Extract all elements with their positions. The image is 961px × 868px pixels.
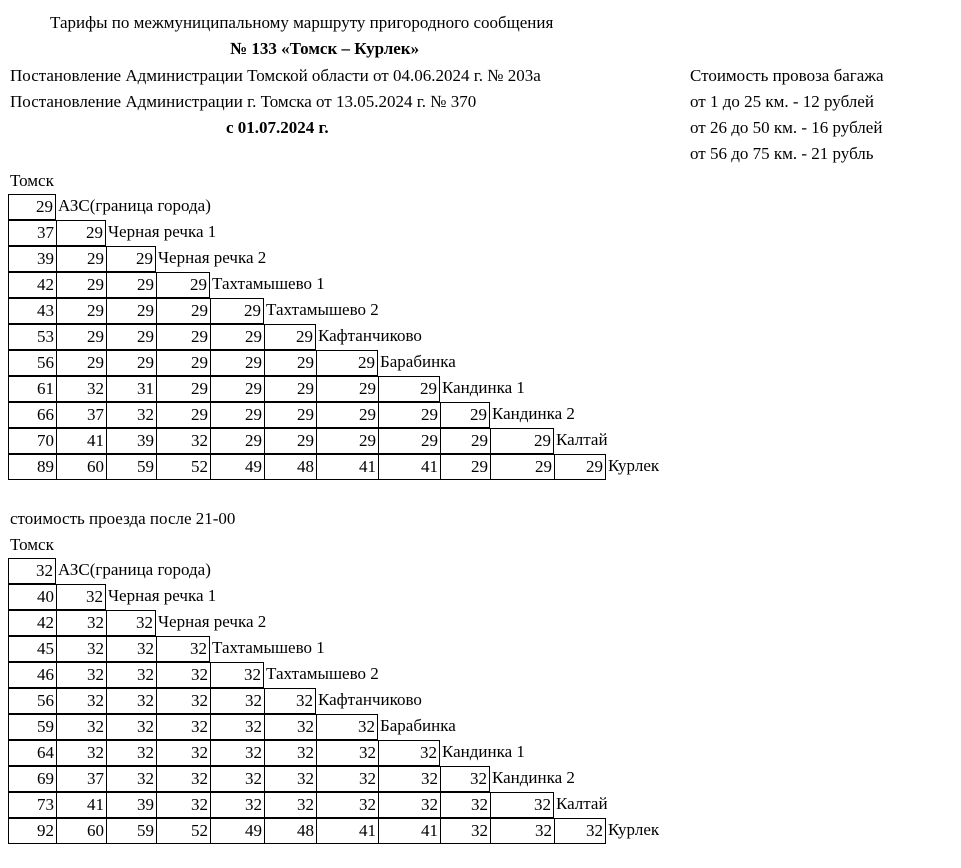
fare-cell: 29 xyxy=(106,298,156,324)
fare-cell: 29 xyxy=(56,298,106,324)
fare-cell: 41 xyxy=(316,454,378,480)
night-fare-label: стоимость проезда после 21-00 xyxy=(10,509,236,528)
effective-date: с 01.07.2024 г. xyxy=(226,118,329,137)
fare-cell: 32 xyxy=(210,766,264,792)
stop-name: Калтай xyxy=(556,794,608,813)
fare-cell: 32 xyxy=(378,740,440,766)
fare-cell: 69 xyxy=(8,766,56,792)
stop-name: Черная речка 1 xyxy=(108,222,217,241)
fare-cell: 29 xyxy=(264,428,316,454)
fare-cell: 29 xyxy=(156,402,210,428)
fare-cell: 29 xyxy=(210,402,264,428)
stop-name: Кандинка 2 xyxy=(492,404,575,423)
baggage-line: от 1 до 25 км. - 12 рублей xyxy=(690,92,874,111)
fare-cell: 49 xyxy=(210,454,264,480)
fare-cell: 32 xyxy=(264,688,316,714)
fare-cell: 32 xyxy=(156,792,210,818)
fare-cell: 60 xyxy=(56,454,106,480)
fare-cell: 29 xyxy=(264,324,316,350)
fare-cell: 32 xyxy=(156,740,210,766)
stop-name: Курлек xyxy=(608,456,660,475)
fare-cell: 29 xyxy=(156,350,210,376)
stop-name: Черная речка 2 xyxy=(158,248,267,267)
fare-cell: 32 xyxy=(156,428,210,454)
fare-cell: 73 xyxy=(8,792,56,818)
stop-name: АЗС(граница города) xyxy=(58,196,211,215)
stop-name: Кандинка 2 xyxy=(492,768,575,787)
stop-name: Тахтамышево 1 xyxy=(212,638,325,657)
stop-name: Барабинка xyxy=(380,352,456,371)
fare-cell: 32 xyxy=(106,662,156,688)
fare-cell: 32 xyxy=(440,818,490,844)
fare-cell: 42 xyxy=(8,272,56,298)
fare-cell: 32 xyxy=(490,818,554,844)
fare-cell: 39 xyxy=(8,246,56,272)
stop-name: Барабинка xyxy=(380,716,456,735)
fare-cell: 92 xyxy=(8,818,56,844)
fare-cell: 29 xyxy=(378,402,440,428)
fare-cell: 32 xyxy=(156,766,210,792)
fare-cell: 29 xyxy=(264,350,316,376)
origin-label: Томск xyxy=(10,535,54,554)
fare-cell: 31 xyxy=(106,376,156,402)
fare-cell: 32 xyxy=(106,740,156,766)
fare-cell: 32 xyxy=(264,714,316,740)
fare-cell: 32 xyxy=(106,688,156,714)
fare-cell: 56 xyxy=(8,350,56,376)
fare-cell: 61 xyxy=(8,376,56,402)
fare-cell: 29 xyxy=(440,428,490,454)
fare-cell: 32 xyxy=(264,740,316,766)
stop-name: Калтай xyxy=(556,430,608,449)
fare-cell: 32 xyxy=(378,766,440,792)
fare-cell: 29 xyxy=(8,194,56,220)
fare-cell: 32 xyxy=(56,740,106,766)
fare-cell: 32 xyxy=(210,792,264,818)
fare-cell: 52 xyxy=(156,818,210,844)
fare-cell: 56 xyxy=(8,688,56,714)
fare-cell: 29 xyxy=(210,428,264,454)
fare-cell: 32 xyxy=(156,636,210,662)
fare-cell: 32 xyxy=(210,688,264,714)
fare-cell: 29 xyxy=(316,428,378,454)
decree-1: Постановление Администрации Томской области от 04.06.2024 г. № 203а xyxy=(10,66,541,85)
fare-cell: 64 xyxy=(8,740,56,766)
fare-cell: 32 xyxy=(56,636,106,662)
fare-cell: 32 xyxy=(106,610,156,636)
fare-cell: 29 xyxy=(106,350,156,376)
stop-name: Черная речка 1 xyxy=(108,586,217,605)
fare-cell: 29 xyxy=(210,298,264,324)
fare-cell: 32 xyxy=(490,792,554,818)
fare-cell: 32 xyxy=(8,558,56,584)
fare-cell: 32 xyxy=(264,766,316,792)
fare-cell: 32 xyxy=(106,636,156,662)
title-line-2: № 133 «Томск – Курлек» xyxy=(230,39,420,58)
fare-cell: 32 xyxy=(56,610,106,636)
fare-cell: 29 xyxy=(156,324,210,350)
origin-label: Томск xyxy=(10,171,54,190)
fare-cell: 32 xyxy=(106,714,156,740)
fare-cell: 59 xyxy=(106,454,156,480)
fare-cell: 29 xyxy=(106,324,156,350)
fare-cell: 49 xyxy=(210,818,264,844)
fare-cell: 32 xyxy=(106,766,156,792)
fare-cell: 29 xyxy=(440,454,490,480)
fare-cell: 29 xyxy=(106,272,156,298)
fare-cell: 70 xyxy=(8,428,56,454)
fare-cell: 32 xyxy=(316,740,378,766)
fare-cell: 29 xyxy=(316,350,378,376)
fare-cell: 29 xyxy=(56,324,106,350)
fare-cell: 52 xyxy=(156,454,210,480)
fare-cell: 29 xyxy=(264,402,316,428)
fare-cell: 32 xyxy=(316,792,378,818)
fare-cell: 29 xyxy=(316,402,378,428)
fare-cell: 29 xyxy=(264,376,316,402)
fare-cell: 29 xyxy=(378,428,440,454)
fare-cell: 43 xyxy=(8,298,56,324)
fare-cell: 32 xyxy=(440,766,490,792)
fare-cell: 39 xyxy=(106,428,156,454)
fare-cell: 41 xyxy=(316,818,378,844)
stop-name: Кандинка 1 xyxy=(442,378,525,397)
fare-cell: 29 xyxy=(316,376,378,402)
fare-cell: 32 xyxy=(264,792,316,818)
fare-cell: 37 xyxy=(8,220,56,246)
fare-cell: 32 xyxy=(156,688,210,714)
decree-2: Постановление Администрации г. Томска от 13.05.2024 г. № 370 xyxy=(10,92,477,111)
fare-cell: 41 xyxy=(378,454,440,480)
fare-cell: 41 xyxy=(56,428,106,454)
fare-cell: 37 xyxy=(56,402,106,428)
stop-name: Кафтанчиково xyxy=(318,690,422,709)
stop-name: Кафтанчиково xyxy=(318,326,422,345)
fare-cell: 32 xyxy=(210,714,264,740)
baggage-line: от 56 до 75 км. - 21 рубль xyxy=(690,144,874,163)
fare-cell: 29 xyxy=(210,350,264,376)
fare-cell: 32 xyxy=(440,792,490,818)
fare-cell: 29 xyxy=(106,246,156,272)
stop-name: Тахтамышево 2 xyxy=(266,664,379,683)
stop-name: АЗС(граница города) xyxy=(58,560,211,579)
fare-cell: 48 xyxy=(264,818,316,844)
fare-cell: 32 xyxy=(210,662,264,688)
fare-cell: 32 xyxy=(56,714,106,740)
fare-cell: 29 xyxy=(56,246,106,272)
fare-cell: 53 xyxy=(8,324,56,350)
fare-cell: 29 xyxy=(56,272,106,298)
fare-cell: 29 xyxy=(56,220,106,246)
fare-cell: 29 xyxy=(56,350,106,376)
fare-cell: 29 xyxy=(156,376,210,402)
fare-cell: 29 xyxy=(210,324,264,350)
fare-cell: 29 xyxy=(210,376,264,402)
fare-cell: 45 xyxy=(8,636,56,662)
fare-cell: 41 xyxy=(56,792,106,818)
fare-cell: 32 xyxy=(156,662,210,688)
fare-cell: 39 xyxy=(106,792,156,818)
stop-name: Курлек xyxy=(608,820,660,839)
fare-cell: 32 xyxy=(56,688,106,714)
fare-cell: 32 xyxy=(56,584,106,610)
fare-cell: 32 xyxy=(554,818,606,844)
stop-name: Кандинка 1 xyxy=(442,742,525,761)
baggage-title: Стоимость провоза багажа xyxy=(690,66,884,85)
fare-cell: 89 xyxy=(8,454,56,480)
title-line-1: Тарифы по межмуниципальному маршруту пригородного сообщения xyxy=(50,13,554,32)
fare-cell: 29 xyxy=(440,402,490,428)
fare-cell: 40 xyxy=(8,584,56,610)
fare-cell: 59 xyxy=(106,818,156,844)
fare-cell: 32 xyxy=(316,766,378,792)
fare-cell: 29 xyxy=(156,272,210,298)
fare-cell: 42 xyxy=(8,610,56,636)
fare-cell: 48 xyxy=(264,454,316,480)
fare-cell: 37 xyxy=(56,766,106,792)
fare-cell: 32 xyxy=(378,792,440,818)
fare-cell: 59 xyxy=(8,714,56,740)
fare-cell: 29 xyxy=(490,454,554,480)
fare-cell: 29 xyxy=(378,376,440,402)
baggage-line: от 26 до 50 км. - 16 рублей xyxy=(690,118,883,137)
fare-cell: 29 xyxy=(554,454,606,480)
fare-cell: 29 xyxy=(156,298,210,324)
stop-name: Черная речка 2 xyxy=(158,612,267,631)
fare-cell: 32 xyxy=(56,376,106,402)
fare-cell: 32 xyxy=(156,714,210,740)
fare-cell: 32 xyxy=(210,740,264,766)
fare-cell: 41 xyxy=(378,818,440,844)
fare-cell: 66 xyxy=(8,402,56,428)
fare-cell: 46 xyxy=(8,662,56,688)
fare-cell: 32 xyxy=(316,714,378,740)
fare-cell: 32 xyxy=(56,662,106,688)
stop-name: Тахтамышево 2 xyxy=(266,300,379,319)
fare-cell: 32 xyxy=(106,402,156,428)
stop-name: Тахтамышево 1 xyxy=(212,274,325,293)
fare-cell: 29 xyxy=(490,428,554,454)
fare-cell: 60 xyxy=(56,818,106,844)
